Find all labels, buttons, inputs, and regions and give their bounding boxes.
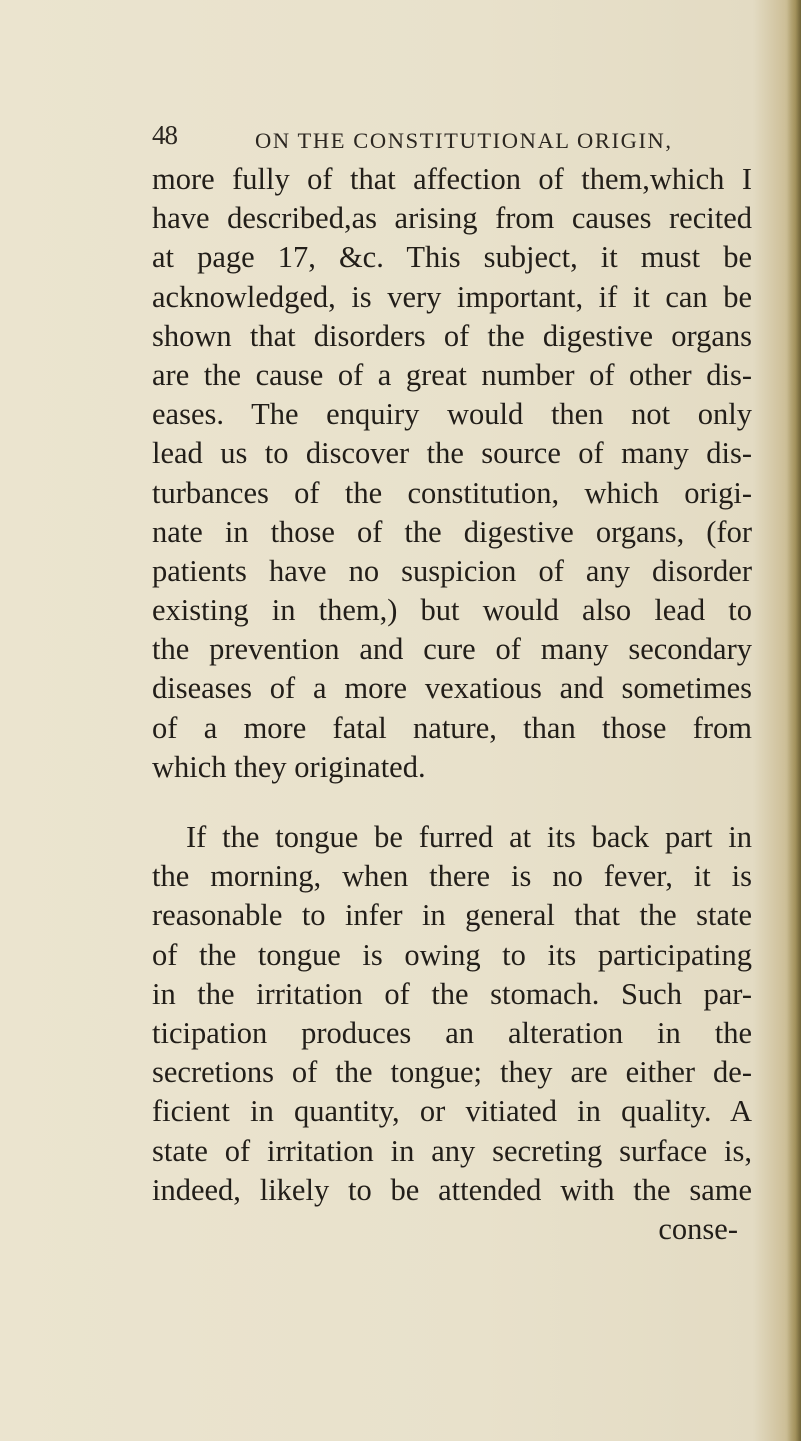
text-line: more fully of that affection of them,which I bbox=[152, 162, 752, 196]
text-line: the prevention and cure of many secondary bbox=[152, 632, 752, 667]
paragraph-1 bbox=[152, 160, 752, 787]
text-line: turbances of the constitution, which origi- bbox=[152, 475, 752, 510]
text-line: state of irritation in any secreting surface is, bbox=[152, 1133, 752, 1168]
text-line: of a more fatal nature, than those from bbox=[152, 710, 752, 745]
text-line: secretions of the tongue; they are either de- bbox=[152, 1055, 752, 1090]
page-edge-shadow bbox=[787, 0, 801, 1441]
text-line: are the cause of a great number of other dis- bbox=[152, 357, 752, 392]
text-line: shown that disorders of the digestive organs bbox=[152, 318, 752, 353]
text-line: ficient in quantity, or vitiated in quality. A bbox=[152, 1094, 752, 1129]
text-line: eases. The enquiry would then not only bbox=[152, 397, 752, 432]
text-line: ticipation produces an alteration in the bbox=[152, 1015, 752, 1050]
running-head: ON THE CONSTITUTIONAL ORIGIN, bbox=[255, 128, 673, 153]
page-number: 48 bbox=[152, 120, 177, 150]
paragraph-2 bbox=[152, 818, 752, 1249]
text-line: in the irritation of the stomach. Such par- bbox=[152, 976, 752, 1011]
text-line: reasonable to infer in general that the state bbox=[152, 898, 752, 933]
catchword: conse- bbox=[658, 1211, 738, 1246]
text-line: patients have no suspicion of any disorder bbox=[152, 553, 752, 588]
text-line: have described,as arising from causes recited bbox=[152, 201, 752, 236]
text-line: If the tongue be furred at its back part in bbox=[186, 820, 752, 854]
text-line: lead us to discover the source of many dis- bbox=[152, 436, 752, 471]
text-line: of the tongue is owing to its participating bbox=[152, 937, 752, 972]
text-line: existing in them,) but would also lead to bbox=[152, 593, 752, 628]
page-header bbox=[0, 118, 801, 158]
text-line: indeed, likely to be attended with the same bbox=[152, 1172, 752, 1207]
text-line: which they originated. bbox=[152, 749, 426, 784]
text-line: at page 17, &c. This subject, it must be bbox=[152, 240, 752, 275]
text-line: acknowledged, is very important, if it can be bbox=[152, 279, 752, 314]
text-line: nate in those of the digestive organs, (for bbox=[152, 514, 752, 549]
text-line: the morning, when there is no fever, it is bbox=[152, 859, 752, 894]
text-line: diseases of a more vexatious and sometimes bbox=[152, 671, 752, 706]
